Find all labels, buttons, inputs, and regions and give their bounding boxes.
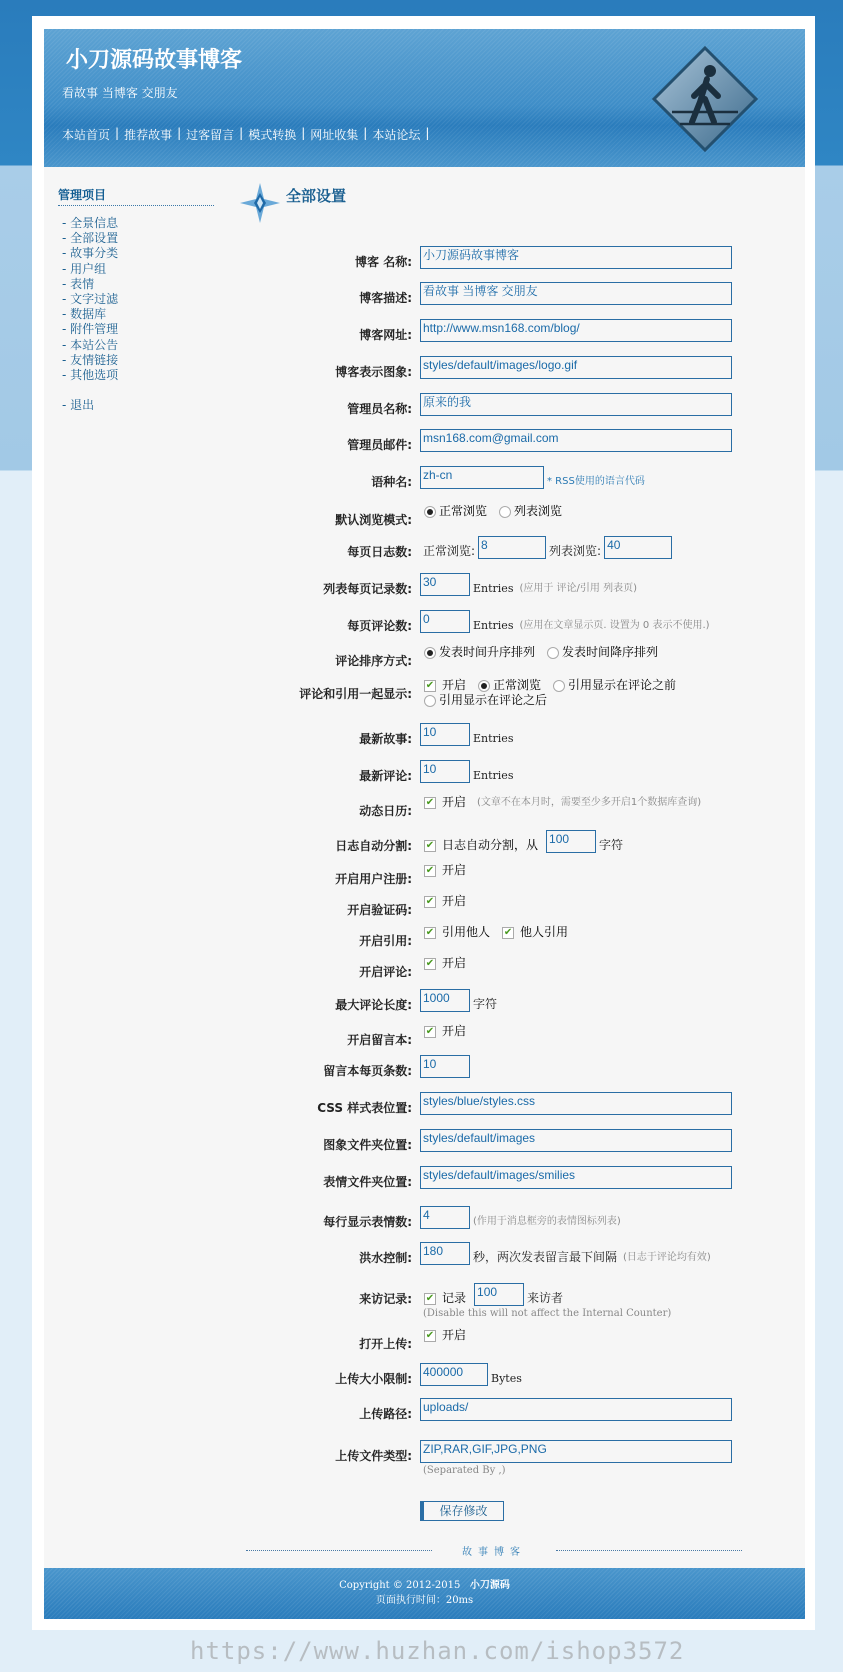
field-controls bbox=[420, 1055, 784, 1078]
field-controls bbox=[420, 1206, 784, 1229]
field-controls bbox=[420, 610, 784, 633]
field-text: 字符 bbox=[599, 838, 624, 852]
sidebar-item[interactable]: - 友情链接 bbox=[62, 352, 119, 367]
form-row bbox=[224, 863, 784, 887]
checkbox-checked[interactable]: ✔ bbox=[425, 926, 435, 938]
field-label: 博客表示图象: bbox=[335, 365, 412, 379]
field-text: 正常浏览: bbox=[423, 544, 476, 558]
text-input[interactable]: 400000 bbox=[420, 1363, 488, 1386]
field-label: 打开上传: bbox=[359, 1337, 412, 1351]
text-input[interactable]: zh-cn bbox=[420, 466, 544, 489]
nav-item[interactable]: 过客留言 bbox=[186, 128, 235, 142]
field-hint: (应用于 评论/引用 列表页) bbox=[519, 583, 637, 594]
form-row bbox=[224, 760, 784, 784]
radio-unselected[interactable] bbox=[547, 647, 559, 659]
field-controls bbox=[420, 319, 784, 342]
text-input[interactable]: 100 bbox=[474, 1283, 524, 1306]
field-hint: (Disable this will not affect the Internal Counter) bbox=[423, 1308, 672, 1319]
checkbox-checked[interactable]: ✔ bbox=[425, 895, 435, 907]
field-controls bbox=[420, 678, 784, 708]
field-label: 来访记录: bbox=[359, 1292, 412, 1306]
field-label: 日志自动分割: bbox=[335, 839, 412, 853]
field-controls bbox=[420, 989, 784, 1012]
field-controls bbox=[420, 795, 784, 810]
radio-unselected[interactable] bbox=[499, 506, 511, 518]
nav-item[interactable]: 网址收集 bbox=[310, 128, 359, 142]
radio-label: 引用显示在评论之前 bbox=[568, 678, 677, 692]
checkbox-label: 开启 bbox=[442, 678, 467, 692]
nav-separator: | bbox=[177, 126, 182, 140]
sidebar-item[interactable]: - 本站公告 bbox=[62, 337, 119, 352]
form-row bbox=[224, 282, 784, 306]
field-label: 上传文件类型: bbox=[335, 1449, 412, 1463]
nav-separator: | bbox=[115, 126, 120, 140]
field-label: 开启验证码: bbox=[347, 903, 412, 917]
radio-unselected[interactable] bbox=[424, 695, 436, 707]
field-hint: (文章不在本月时，需要至少多开启1个数据库查询) bbox=[477, 797, 702, 808]
checkbox-checked[interactable]: ✔ bbox=[425, 679, 435, 691]
sidebar-item[interactable]: - 全景信息 bbox=[62, 216, 119, 230]
page-title: 全部设置 bbox=[286, 187, 347, 205]
field-label: 开启评论: bbox=[359, 965, 412, 979]
checkbox-label: 开启 bbox=[442, 1328, 467, 1342]
text-input[interactable]: 100 bbox=[546, 830, 596, 853]
text-input[interactable]: 小刀源码故事博客 bbox=[420, 246, 732, 269]
text-input[interactable]: 180 bbox=[420, 1242, 470, 1265]
form-row bbox=[224, 1328, 784, 1352]
field-label: 评论和引用一起显示: bbox=[299, 687, 412, 701]
field-text: 字符 bbox=[473, 997, 498, 1011]
field-controls bbox=[420, 1129, 784, 1152]
field-label: 开启用户注册: bbox=[335, 872, 412, 886]
field-label: 开启留言本: bbox=[347, 1033, 412, 1047]
form-row bbox=[224, 429, 784, 453]
field-label: 洪水控制: bbox=[359, 1251, 412, 1265]
form-row bbox=[224, 610, 784, 634]
exec-time: 页面执行时间：20ms bbox=[375, 1595, 474, 1606]
text-input[interactable]: 8 bbox=[478, 536, 546, 559]
checkbox-label: 开启 bbox=[442, 1024, 467, 1038]
sidebar-item[interactable]: - 故事分类 bbox=[62, 246, 119, 261]
radio-label: 列表浏览 bbox=[514, 504, 563, 518]
field-controls bbox=[420, 246, 784, 269]
field-hint: (作用于消息框旁的表情图标列表) bbox=[473, 1216, 621, 1227]
sidebar-title: 管理项目 bbox=[58, 186, 214, 206]
checkbox-option[interactable] bbox=[420, 1291, 466, 1306]
form-row bbox=[224, 1024, 784, 1048]
field-label: 博客描述: bbox=[359, 291, 412, 305]
radio-unselected[interactable] bbox=[553, 680, 565, 692]
field-label: 上传大小限制: bbox=[335, 1372, 412, 1386]
text-input[interactable]: 30 bbox=[420, 573, 470, 596]
form-row bbox=[224, 894, 784, 918]
field-controls bbox=[420, 1092, 784, 1115]
content-area bbox=[44, 29, 805, 1619]
page-header bbox=[240, 183, 346, 223]
form-row bbox=[224, 1363, 784, 1387]
radio-label: 正常浏览 bbox=[439, 504, 488, 518]
text-input[interactable]: 看故事 当博客 交朋友 bbox=[420, 282, 732, 305]
field-label: 最新故事: bbox=[359, 732, 412, 746]
nav-item[interactable]: 推荐故事 bbox=[124, 128, 173, 142]
form-row bbox=[224, 1206, 784, 1230]
text-input[interactable]: http://www.msn168.com/blog/ bbox=[420, 319, 732, 342]
form-row bbox=[224, 1055, 784, 1079]
text-input[interactable]: styles/default/images/smilies bbox=[420, 1166, 732, 1189]
field-text: Entries bbox=[473, 582, 514, 595]
checkbox-checked[interactable]: ✔ bbox=[425, 1292, 435, 1304]
field-controls bbox=[420, 1363, 784, 1386]
radio-option[interactable] bbox=[543, 645, 658, 660]
footer-brand: 小刀源码 bbox=[469, 1580, 510, 1591]
text-input[interactable]: styles/default/images/logo.gif bbox=[420, 356, 732, 379]
field-controls bbox=[420, 1242, 784, 1265]
field-controls bbox=[420, 573, 784, 596]
radio-option[interactable] bbox=[420, 645, 535, 660]
form-row bbox=[224, 1440, 784, 1478]
field-hint: (日志于评论均有效) bbox=[623, 1252, 711, 1263]
checkbox-option[interactable] bbox=[420, 678, 466, 693]
nav-item[interactable]: 本站首页 bbox=[62, 128, 111, 142]
checkbox-option[interactable] bbox=[420, 838, 538, 853]
field-hint: * RSS使用的语言代码 bbox=[547, 476, 645, 487]
site-footer bbox=[44, 1568, 805, 1619]
text-input[interactable]: 原来的我 bbox=[420, 393, 732, 416]
form-row bbox=[224, 319, 784, 343]
site-title: 小刀源码故事博客 bbox=[66, 47, 243, 73]
star-icon bbox=[240, 183, 280, 223]
checkbox-checked[interactable]: ✔ bbox=[425, 839, 435, 851]
checkbox-label: 开启 bbox=[442, 956, 467, 970]
field-controls bbox=[420, 894, 784, 909]
divider-label: 故事博客 bbox=[462, 1547, 526, 1558]
field-controls bbox=[420, 356, 784, 379]
field-controls bbox=[420, 282, 784, 305]
text-input[interactable]: msn168.com@gmail.com bbox=[420, 429, 732, 452]
text-input[interactable]: uploads/ bbox=[420, 1398, 732, 1421]
field-label: 动态日历: bbox=[359, 804, 412, 818]
sidebar bbox=[58, 186, 214, 413]
sidebar-item[interactable]: - 其他选项 bbox=[62, 368, 119, 383]
field-label: 表情文件夹位置: bbox=[323, 1175, 412, 1189]
page-container bbox=[32, 16, 815, 1630]
field-label: 列表每页记录数: bbox=[323, 582, 412, 596]
field-controls bbox=[420, 723, 784, 746]
nav-separator: | bbox=[301, 126, 306, 140]
form-row bbox=[224, 536, 784, 560]
form-row bbox=[224, 645, 784, 669]
form-row bbox=[224, 246, 784, 270]
field-label: 默认浏览模式: bbox=[335, 513, 412, 527]
field-hint: (应用在文章显示页. 设置为 0 表示不使用.) bbox=[519, 620, 710, 631]
checkbox-option[interactable] bbox=[420, 1024, 466, 1039]
form-row bbox=[224, 393, 784, 417]
field-text: 秒，两次发表留言最下间隔 bbox=[473, 1250, 618, 1264]
checkbox-option[interactable] bbox=[420, 795, 466, 810]
checkbox-checked[interactable]: ✔ bbox=[425, 864, 435, 876]
checkbox-option[interactable] bbox=[420, 1328, 466, 1343]
field-label: 开启引用: bbox=[359, 934, 412, 948]
field-label: 上传路径: bbox=[359, 1407, 412, 1421]
sidebar-menu bbox=[58, 216, 214, 383]
field-controls bbox=[420, 863, 784, 878]
field-label: 每行显示表情数: bbox=[323, 1215, 412, 1229]
form-row bbox=[224, 1166, 784, 1190]
field-controls bbox=[420, 466, 784, 489]
field-text: 列表浏览: bbox=[549, 544, 602, 558]
radio-selected[interactable] bbox=[424, 506, 436, 518]
site-subtitle: 看故事 当博客 交朋友 bbox=[62, 86, 178, 100]
field-hint: (Separated By ,) bbox=[423, 1465, 506, 1476]
field-controls bbox=[420, 393, 784, 416]
field-label: 博客网址: bbox=[359, 328, 412, 342]
nav-item[interactable]: 模式转换 bbox=[248, 128, 297, 142]
radio-label: 正常浏览 bbox=[493, 678, 542, 692]
nav-item[interactable]: 本站论坛 bbox=[372, 128, 421, 142]
checkbox-option[interactable] bbox=[420, 925, 490, 940]
form-row bbox=[224, 1129, 784, 1153]
text-input[interactable]: 10 bbox=[420, 1055, 470, 1078]
field-controls bbox=[420, 645, 784, 660]
field-text: Entries bbox=[473, 769, 514, 782]
form-row bbox=[224, 504, 784, 528]
field-controls bbox=[420, 830, 784, 853]
field-label: 最新评论: bbox=[359, 769, 412, 783]
field-controls bbox=[420, 1328, 784, 1343]
form-row bbox=[224, 989, 784, 1013]
checkbox-checked[interactable]: ✔ bbox=[425, 796, 435, 808]
field-controls bbox=[420, 925, 784, 940]
radio-selected[interactable] bbox=[424, 647, 436, 659]
form-row bbox=[224, 466, 784, 490]
checkbox-label: 他人引用 bbox=[520, 925, 569, 939]
form-row bbox=[224, 925, 784, 949]
field-text: Bytes bbox=[491, 1372, 522, 1385]
field-label: 管理员邮件: bbox=[347, 438, 412, 452]
checkbox-option[interactable] bbox=[420, 894, 466, 909]
field-text: Entries bbox=[473, 732, 514, 745]
site-header bbox=[44, 29, 805, 167]
field-label: 博客 名称: bbox=[355, 255, 412, 269]
text-input[interactable]: styles/blue/styles.css bbox=[420, 1092, 732, 1115]
field-controls bbox=[420, 1283, 784, 1321]
text-input[interactable]: ZIP,RAR,GIF,JPG,PNG bbox=[420, 1440, 732, 1463]
pedestrian-crossing-sign-icon bbox=[650, 44, 760, 154]
nav-separator: | bbox=[363, 126, 368, 140]
checkbox-option[interactable] bbox=[420, 956, 466, 971]
text-input[interactable]: 10 bbox=[420, 723, 470, 746]
field-controls bbox=[420, 1166, 784, 1189]
radio-selected[interactable] bbox=[478, 680, 490, 692]
checkbox-label: 开启 bbox=[442, 795, 467, 809]
checkbox-label: 日志自动分割，从 bbox=[442, 838, 539, 852]
nav-separator: | bbox=[239, 126, 244, 140]
checkbox-label: 记录 bbox=[442, 1291, 467, 1305]
radio-option[interactable] bbox=[495, 504, 562, 519]
nav-separator: | bbox=[425, 126, 430, 140]
sidebar-item[interactable]: - 全部设置 bbox=[62, 231, 119, 246]
form-row bbox=[224, 1283, 784, 1321]
form-row bbox=[224, 678, 784, 708]
form-row bbox=[224, 1242, 784, 1266]
field-label: 每页日志数: bbox=[347, 545, 412, 559]
field-controls bbox=[420, 504, 784, 519]
checkbox-label: 开启 bbox=[442, 863, 467, 877]
field-label: 语种名: bbox=[371, 475, 412, 489]
radio-option[interactable] bbox=[420, 504, 487, 519]
form-row bbox=[224, 1092, 784, 1116]
form-row bbox=[224, 356, 784, 380]
checkbox-label: 引用他人 bbox=[442, 925, 491, 939]
sidebar-item[interactable]: - 用户组 bbox=[62, 261, 107, 276]
text-input[interactable]: 1000 bbox=[420, 989, 470, 1012]
footer-divider bbox=[246, 1543, 742, 1558]
radio-label: 引用显示在评论之后 bbox=[439, 693, 548, 707]
field-label: 管理员名称: bbox=[347, 402, 412, 416]
field-label: 图象文件夹位置: bbox=[323, 1138, 412, 1152]
form-row bbox=[224, 573, 784, 597]
text-input[interactable]: styles/default/images bbox=[420, 1129, 732, 1152]
checkbox-checked[interactable]: ✔ bbox=[503, 926, 513, 938]
field-controls bbox=[420, 1024, 784, 1039]
field-controls bbox=[420, 429, 784, 452]
field-label: 最大评论长度: bbox=[335, 998, 412, 1012]
checkbox-option[interactable] bbox=[498, 925, 568, 940]
sidebar-item[interactable]: - 附件管理 bbox=[62, 322, 119, 337]
radio-label: 发表时间降序排列 bbox=[562, 645, 659, 659]
checkbox-option[interactable] bbox=[420, 863, 466, 878]
sidebar-item-logout[interactable]: - 退出 bbox=[62, 398, 95, 413]
checkbox-checked[interactable]: ✔ bbox=[425, 1329, 435, 1341]
field-controls bbox=[420, 536, 784, 559]
field-label: 留言本每页条数: bbox=[323, 1064, 412, 1078]
main-nav bbox=[62, 126, 434, 143]
form-row bbox=[224, 830, 784, 854]
radio-option[interactable] bbox=[549, 678, 676, 693]
watermark-text: https://www.huzhan.com/ishop3572 bbox=[190, 1637, 685, 1665]
field-controls bbox=[420, 760, 784, 783]
form-row bbox=[224, 723, 784, 747]
radio-option[interactable] bbox=[420, 693, 547, 708]
field-controls bbox=[420, 956, 784, 971]
copyright-text: Copyright © 2012-2015 bbox=[339, 1580, 461, 1591]
form-row bbox=[224, 795, 784, 819]
field-label: 每页评论数: bbox=[347, 619, 412, 633]
field-text: 来访者 bbox=[527, 1291, 564, 1305]
save-button[interactable]: 保存修改 bbox=[420, 1501, 504, 1521]
text-input[interactable]: 10 bbox=[420, 760, 470, 783]
sidebar-item[interactable]: - 文字过滤 bbox=[62, 292, 119, 307]
form-row bbox=[224, 956, 784, 980]
form-row bbox=[224, 1398, 784, 1422]
text-input[interactable]: 4 bbox=[420, 1206, 470, 1229]
sidebar-item[interactable]: - 数据库 bbox=[62, 307, 107, 322]
text-input[interactable]: 0 bbox=[420, 610, 470, 633]
radio-label: 发表时间升序排列 bbox=[439, 645, 536, 659]
sidebar-item[interactable]: - 表情 bbox=[62, 276, 95, 291]
field-label: CSS 样式表位置: bbox=[317, 1101, 412, 1115]
field-controls bbox=[420, 1398, 784, 1421]
radio-option[interactable] bbox=[474, 678, 541, 693]
field-controls bbox=[420, 1440, 784, 1478]
checkbox-label: 开启 bbox=[442, 894, 467, 908]
field-label: 评论排序方式: bbox=[335, 654, 412, 668]
text-input[interactable]: 40 bbox=[604, 536, 672, 559]
field-text: Entries bbox=[473, 619, 514, 632]
checkbox-checked[interactable]: ✔ bbox=[425, 957, 435, 969]
checkbox-checked[interactable]: ✔ bbox=[425, 1025, 435, 1037]
